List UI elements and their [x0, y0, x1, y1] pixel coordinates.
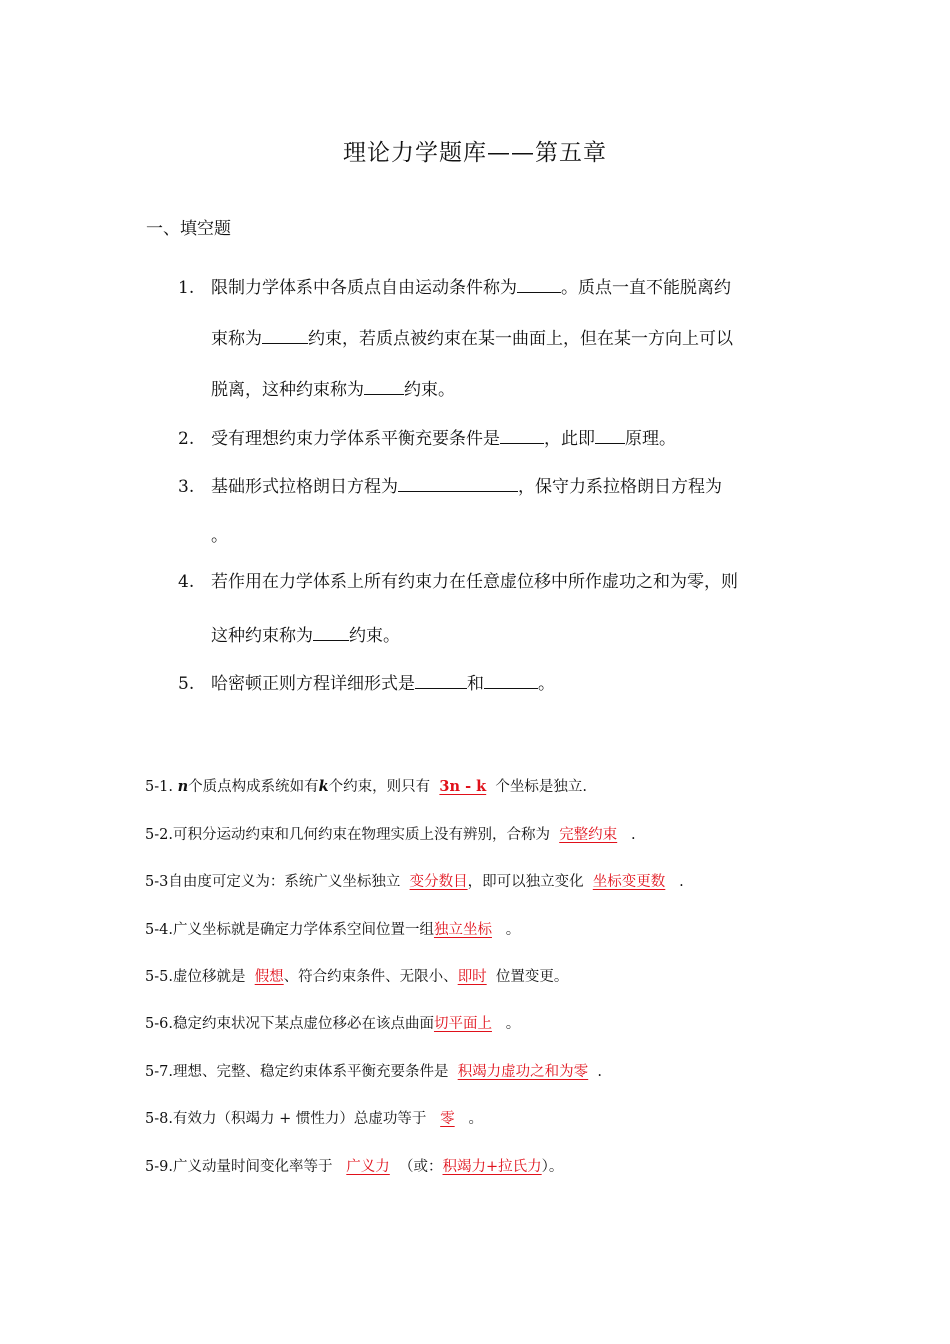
variable-k: k [318, 778, 329, 795]
question-text: 约束。 [349, 626, 400, 646]
question-2 [178, 425, 676, 450]
answer-text: 、符合约束条件、无限小、 [283, 969, 458, 985]
question-text: 脱离，这种约束称为 [211, 380, 364, 400]
answer-blank [262, 325, 308, 344]
item-number: 5-3 [145, 874, 169, 890]
answer-blank [500, 425, 544, 444]
question-5 [178, 670, 555, 695]
question-text: ，保守力系拉格朗日方程为 [518, 477, 722, 497]
question-3 [178, 473, 722, 498]
section-title: 一、填空题 [146, 219, 231, 239]
answer-text: 个约束，则只有 [328, 779, 431, 795]
answer-text: 可积分运动约束和几何约束在物理实质上没有辨别，合称为 [172, 827, 550, 843]
filled-answer: 广义力 [346, 1159, 390, 1175]
filled-answer: 变分数目 [409, 874, 468, 890]
answer-text: 虚位移就是 [172, 969, 246, 985]
filled-answer: 积竭力+拉氏力 [442, 1159, 542, 1175]
answer-text: 个质点构成系统如有 [188, 779, 319, 795]
answer-blank [484, 670, 538, 689]
question-number: 5. [178, 674, 195, 694]
question-number: 2. [178, 429, 195, 449]
question-text: 束称为 [211, 329, 262, 349]
answer-blank [398, 473, 518, 492]
answer-text: 位置变更。 [495, 969, 569, 985]
item-number: 5-7. [145, 1064, 173, 1080]
answer-line-5-7 [145, 1062, 602, 1082]
answer-line-5-1 [145, 777, 587, 797]
answer-line-5-5 [145, 967, 568, 987]
answer-blank [364, 376, 404, 395]
question-text: ，此即 [544, 429, 595, 449]
question-text: 和 [467, 674, 484, 694]
answer-line-5-4 [145, 920, 520, 940]
question-text: 约束。 [404, 380, 455, 400]
question-text: 。 [211, 526, 228, 546]
answer-text: 自由度可定义为：系统广义坐标独立 [168, 874, 401, 890]
answer-text: （或： [399, 1159, 443, 1175]
answer-line-5-6 [145, 1014, 520, 1034]
answer-line-5-2 [145, 825, 636, 845]
question-number: 3. [178, 477, 195, 497]
item-number: 5-6. [145, 1016, 173, 1032]
question-3-line-2 [211, 525, 228, 547]
filled-answer: 坐标变更数 [592, 874, 666, 890]
answer-text: 。 [505, 1016, 521, 1032]
answer-line-5-9 [145, 1157, 563, 1177]
question-text: 受有理想约束力学体系平衡充要条件是 [211, 429, 500, 449]
question-text: 原理。 [625, 429, 676, 449]
question-text: 哈密顿正则方程详细形式是 [211, 674, 415, 694]
answer-text: 稳定约束状况下某点虚位移必在该点曲面 [172, 1016, 434, 1032]
answer-blank [517, 274, 561, 293]
answer-text: . [631, 827, 636, 843]
question-4-line-2 [211, 622, 400, 647]
item-number: 5-2. [145, 827, 173, 843]
answer-blank [415, 670, 467, 689]
item-number: 5-9. [145, 1159, 173, 1175]
answer-text: 个坐标是独立. [495, 779, 588, 795]
question-text: 。质点一直不能脱离约 [561, 278, 731, 298]
answer-text: 理想、完整、稳定约束体系平衡充要条件是 [172, 1064, 449, 1080]
filled-answer: 完整约束 [559, 827, 618, 843]
question-1-line-2 [211, 325, 733, 350]
filled-answer: 假想 [254, 969, 284, 985]
question-1-line-3 [211, 376, 455, 401]
answer-blank [595, 425, 625, 444]
answer-text: ，即可以独立变化 [467, 874, 584, 890]
filled-answer: 积竭力虚功之和为零 [457, 1064, 589, 1080]
answer-blank [313, 622, 349, 641]
filled-answer: 零 [440, 1111, 455, 1127]
answer-text: . [679, 874, 684, 890]
variable-n: n [177, 778, 189, 795]
filled-answer: 即时 [457, 969, 487, 985]
question-text: 基础形式拉格朗日方程为 [211, 477, 398, 497]
answer-text: 广义坐标就是确定力学体系空间位置一组 [172, 922, 434, 938]
filled-answer: 独立坐标 [433, 922, 492, 938]
answer-text: 有效力（积竭力 + 惯性力）总虚功等于 [172, 1111, 427, 1127]
filled-answer: 3n - k [439, 778, 487, 795]
question-4 [178, 571, 738, 593]
answer-text: 广义动量时间变化率等于 [172, 1159, 333, 1175]
answer-line-5-8 [145, 1109, 483, 1129]
answer-text: . [597, 1064, 603, 1080]
answer-text: 。 [468, 1111, 483, 1127]
question-number: 4. [178, 572, 195, 592]
answer-line-5-3 [145, 872, 684, 892]
question-text: 。 [538, 674, 555, 694]
question-1 [178, 274, 731, 299]
item-number: 5-4. [145, 922, 173, 938]
answer-text: ）。 [541, 1159, 564, 1175]
page-title: 理论力学题库——第五章 [343, 140, 607, 166]
question-number: 1. [178, 278, 195, 298]
question-text: 这种约束称为 [211, 626, 313, 646]
item-number: 5-1. [145, 779, 173, 795]
item-number: 5-8. [145, 1111, 173, 1127]
question-text: 限制力学体系中各质点自由运动条件称为 [211, 278, 517, 298]
item-number: 5-5. [145, 969, 173, 985]
question-text: 约束，若质点被约束在某一曲面上，但在某一方向上可以 [308, 329, 733, 349]
answer-text: 。 [505, 922, 521, 938]
filled-answer: 切平面上 [433, 1016, 492, 1032]
question-text: 若作用在力学体系上所有约束力在任意虚位移中所作虚功之和为零，则 [211, 572, 738, 592]
